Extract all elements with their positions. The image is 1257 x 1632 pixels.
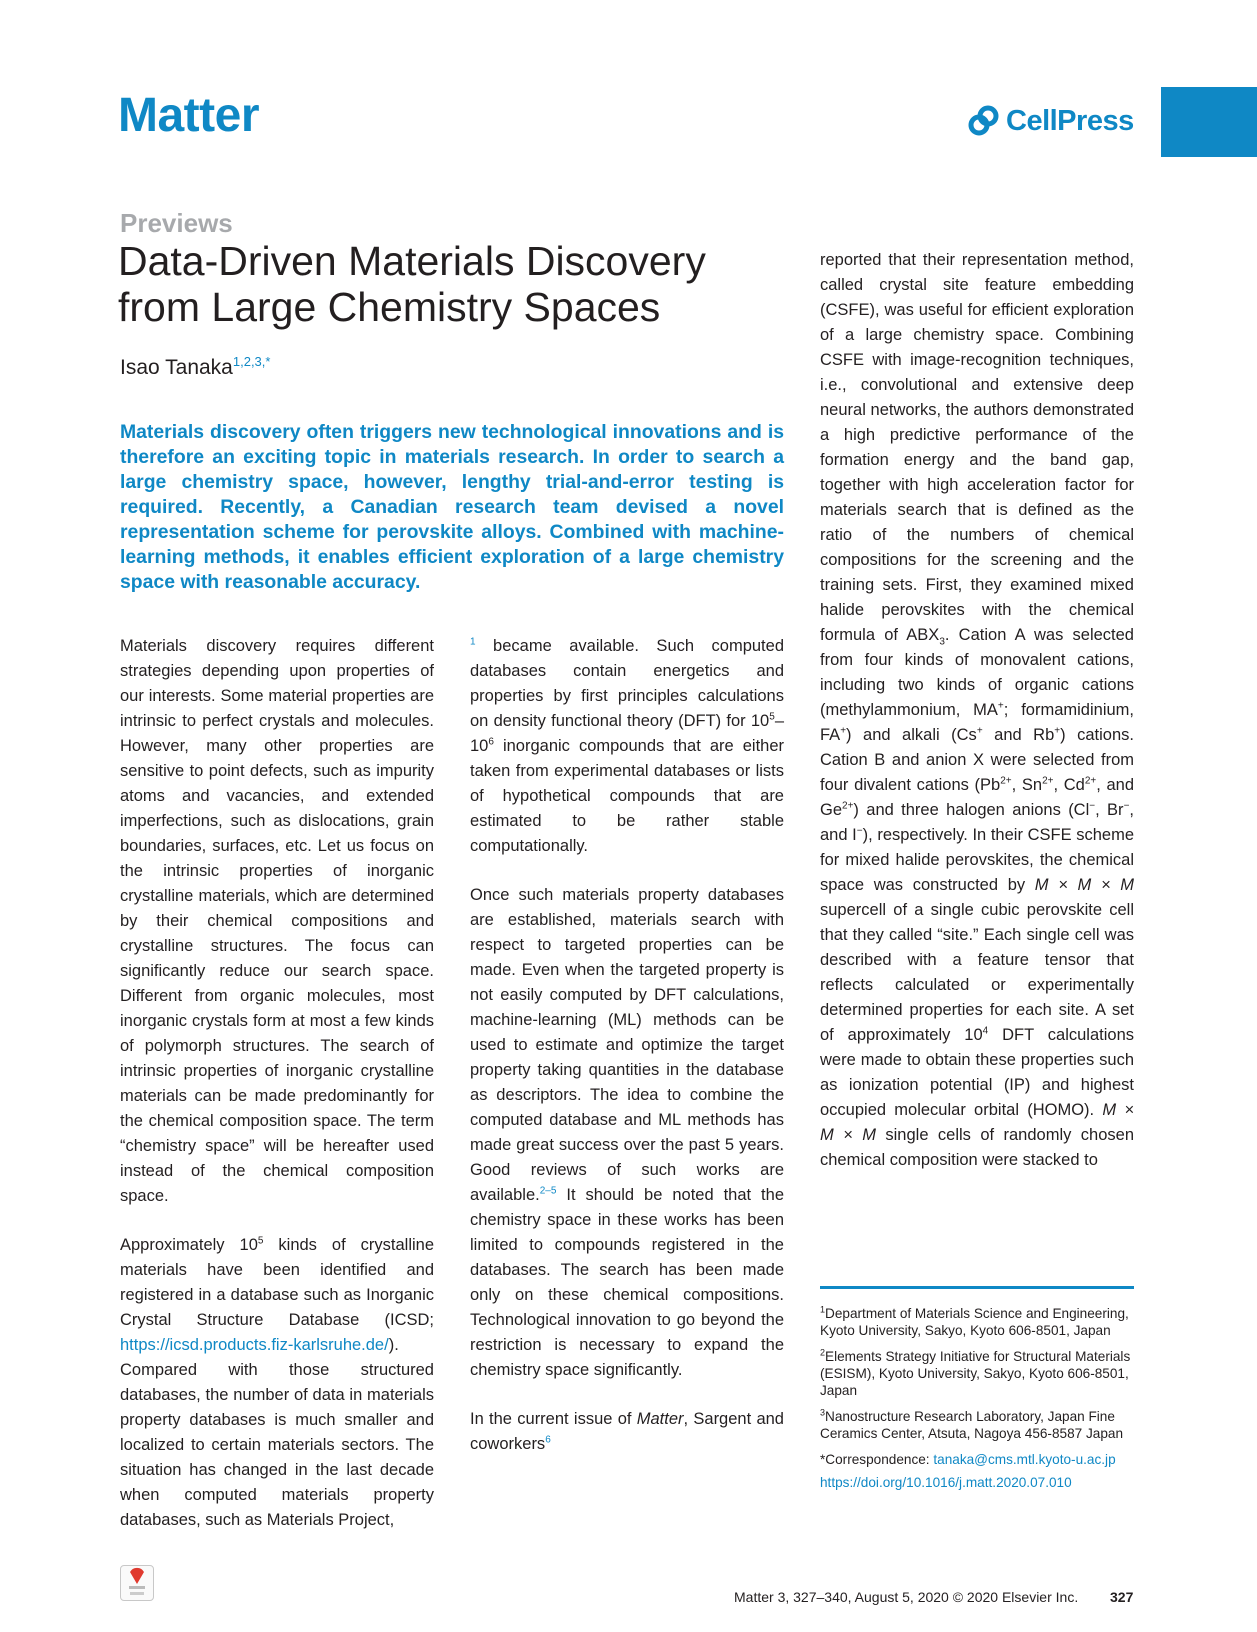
affiliation-divider	[820, 1286, 1134, 1289]
paragraph-2: Approximately $10^5$ kinds of crystalline materials have been identified and registered in a database such as Inorganic Crystal Structure Database (ICSD; https://icsd.products.fiz-karlsruhe.de/). Compared with those structured databases, the number of data in materials property databases is much smaller and localized to certain materials sectors. The situation has changed in the last decade when computed materials property databases, such as Materials Project,	[120, 1235, 434, 1529]
doi-link[interactable]: https://doi.org/10.1016/j.matt.2020.07.010	[820, 1475, 1072, 1490]
reference-2-5[interactable]: 2–5	[539, 1185, 557, 1197]
article-title	[118, 238, 758, 330]
section-label: Previews	[120, 208, 233, 238]
page-number: 327	[1110, 1589, 1134, 1605]
abstract: Materials discovery often triggers new technological innovations and is therefore an exciting topic in materials research. In order to search a large chemistry space, however, lengthy trial-and-error testing is required. Recently, a Canadian research team devised a novel representation scheme for perovskite alloys. Combined with machine-learning methods, it enables efficient exploration of a large chemistry space with reasonable accuracy.	[120, 421, 784, 593]
author-affiliation-refs[interactable]: 1,2,3,*	[232, 354, 271, 369]
affiliation-2: $^2$Elements Strategy Initiative for Structural Materials (ESISM), Kyoto University, Sakyo, Kyoto 606-8501, Japan	[820, 1347, 1131, 1398]
cellpress-logo-icon	[966, 104, 1000, 138]
title-line-1: Data-Driven Materials Discovery	[118, 238, 706, 284]
affiliations	[820, 1305, 1136, 1491]
reference-6[interactable]: 6	[545, 1434, 551, 1446]
section-color-tab	[1161, 87, 1257, 157]
body-column-2	[470, 634, 784, 1474]
reference-1[interactable]: 1	[470, 636, 476, 648]
journal-title: Matter	[118, 89, 260, 142]
body-column-1	[120, 634, 434, 1529]
body-column-3	[820, 248, 1134, 1197]
affiliation-1: $^1$Department of Materials Science and Engineering, Kyoto University, Sakyo, Kyoto 606-8501, Japan	[820, 1304, 1129, 1338]
paragraph-3: Once such materials property databases are established, materials search with respect to targeted properties can be made. Even when the targeted property is not easily computed by DFT calculations, machine-learning (ML) methods can be used to estimate and optimize the target property taking quantities in the database as descriptors. The idea to combine the computed database and ML methods has made great success over the past 5 years. Good reviews of such works are available.$^{2-5}$ It should be noted that the chemistry space in these works has been limited to compounds registered in the databases. The search has been made only on these chemical compositions. Technological innovation to go beyond the restriction is necessary to expand the chemistry space significantly.	[470, 886, 784, 1379]
footer-citation: Matter 3, 327–340, August 5, 2020 © 2020 Elsevier Inc.	[734, 1589, 1079, 1605]
title-line-2: from Large Chemistry Spaces	[118, 284, 661, 330]
correspondence-email[interactable]: tanaka@cms.mtl.kyoto-u.ac.jp	[933, 1452, 1116, 1467]
paragraph-2-continued: $^1$ became available. Such computed databases contain energetics and properties by first principles calculations on density functional theory (DFT) for $10^5-10^6$ inorganic compounds that are either taken from experimental databases or lists of hypothetical compounds that are estimated to be rather stable computationally.	[470, 636, 784, 855]
correspondence: *Correspondence: tanaka@cms.mtl.kyoto-u.ac.jp	[820, 1452, 1116, 1467]
publisher-name: CellPress	[1006, 104, 1134, 137]
author-name: Isao Tanaka	[120, 356, 233, 379]
publisher-logo[interactable]	[966, 104, 1134, 138]
icsd-link[interactable]: https://icsd.products.fiz-karlsruhe.de/	[120, 1336, 389, 1354]
paragraph-4-continued: reported that their representation method, called crystal site feature embedding (CSFE), was useful for efficient exploration of a large chemistry space. Combining CSFE with image-recognition techniques, i.e., convolutional and extensive deep neural networks, the authors demonstrated a high predictive performance of the formation energy and the band gap, together with high acceleration factor for materials search that is defined as the ratio of the numbers of chemical compositions for the screening and the training sets. First, they examined mixed halide perovskites with the chemical formula of $ABX_3$. Cation A was selected from four kinds of monovalent cations, including two kinds of organic cations (methylammonium, MA+; formamidinium, FA+) and alkali (Cs+ and Rb+) cations. Cation B and anion X were selected from four divalent cations ($Pb^{2+}$, $Sn^{2+}$, $Cd^{2+}$, and $Ge^{2+}$) and three halogen anions (Cl−, Br−, and I−), respectively. In their CSFE scheme for mixed halide perovskites, the chemical space was constructed by M × M × M supercell of a single cubic perovskite cell that they called “site.” Each single cell was described with a feature tensor that reflects calculated or experimentally determined properties for each site. A set of approximately $10^4$ DFT calculations were made to obtain these properties such as ionization potential (IP) and highest occupied molecular orbital (HOMO). M × M × M single cells of randomly chosen chemical composition were stacked to	[820, 251, 1135, 1169]
paragraph-4: In the current issue of Matter, Sargent and coworkers$^6$	[470, 1410, 784, 1453]
paragraph-1: Materials discovery requires different strategies depending upon properties of our interests. Some material properties are intrinsic to perfect crystals and molecules. However, many other properties are sensitive to point defects, such as impurity atoms and vacancies, and extended imperfections, such as dislocations, grain boundaries, surfaces, etc. Let us focus on the intrinsic properties of inorganic crystalline materials, which are determined by their chemical compositions and crystalline structures. The focus can significantly reduce our search space. Different from organic molecules, most inorganic crystals form at most a few kinds of polymorph structures. The search of intrinsic properties of inorganic crystalline materials can be made predominantly for the chemical composition space. The term “chemistry space” will be hereafter used instead of the chemical composition space.	[120, 637, 434, 1205]
check-for-updates-icon[interactable]	[120, 1565, 154, 1601]
affiliation-3: $^3$Nanostructure Research Laboratory, Japan Fine Ceramics Center, Atsuta, Nagoya 456-8587 Japan	[820, 1407, 1124, 1441]
author-line	[120, 356, 270, 380]
